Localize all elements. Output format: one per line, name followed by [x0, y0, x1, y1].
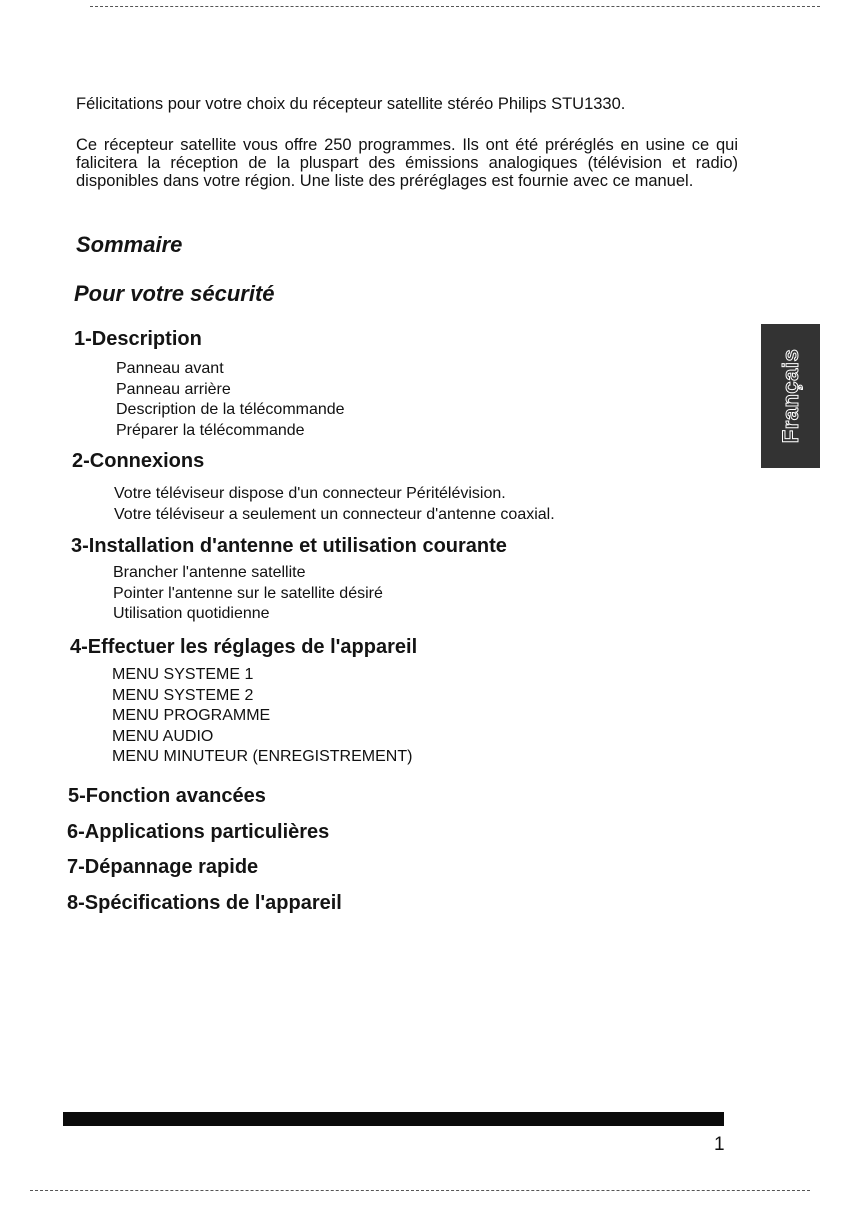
list-item: Brancher l'antenne satellite [113, 564, 306, 581]
list-item: MENU SYSTEME 1 [112, 666, 254, 683]
list-item: Préparer la télécommande [116, 421, 305, 439]
intro-line: Félicitations pour votre choix du récepteur satellite stéréo Philips STU1330. [76, 95, 626, 113]
list-item: MENU MINUTEUR (ENREGISTREMENT) [112, 748, 413, 765]
section-title-installation: 3-Installation d'antenne et utilisation courante [71, 535, 507, 557]
section-title-connexions: 2-Connexions [72, 450, 205, 472]
footer-bar [63, 1112, 724, 1126]
scan-line-top [90, 6, 820, 8]
section-title-reglages: 4-Effectuer les réglages de l'appareil [70, 636, 418, 658]
list-item: MENU SYSTEME 2 [112, 686, 254, 704]
list-item: Votre téléviseur a seulement un connecteur d'antenne coaxial. [114, 505, 555, 523]
page-number: 1 [714, 1134, 725, 1155]
section-title-fonctions: 5-Fonction avancées [68, 785, 266, 807]
section-title-specifications: 8-Spécifications de l'appareil [67, 892, 342, 914]
list-item: Panneau arrière [116, 380, 231, 398]
intro-paragraph: Ce récepteur satellite vous offre 250 programmes. Ils ont été préréglés en usine ce qui falicitera la réception de la pluspart des émissions analogiques (télévision et radio) disponibles dans votre région. Une liste des préréglages est fournie avec ce manuel. [76, 136, 738, 190]
list-item: Utilisation quotidienne [113, 605, 270, 622]
list-item: Panneau avant [116, 360, 224, 377]
section-title-depannage: 7-Dépannage rapide [67, 856, 259, 878]
list-item: Pointer l'antenne sur le satellite désiré [113, 584, 383, 602]
heading-securite: Pour votre sécurité [74, 281, 275, 306]
list-item: MENU AUDIO [112, 727, 214, 745]
language-tab-label: Français [777, 348, 803, 444]
section-items-reglages [112, 665, 412, 768]
list-item: Description de la télécommande [116, 401, 345, 418]
section-title-applications: 6-Applications particulières [67, 821, 330, 843]
section-items-description [116, 359, 345, 441]
list-item: MENU PROGRAMME [112, 707, 271, 724]
section-items-connexions [114, 484, 555, 525]
language-tab [761, 324, 820, 468]
scan-line-bottom [30, 1190, 810, 1192]
list-item: Votre téléviseur dispose d'un connecteur Péritélévision. [114, 485, 506, 502]
section-title-description: 1-Description [74, 328, 202, 350]
heading-sommaire: Sommaire [76, 232, 183, 257]
section-items-installation [113, 563, 383, 625]
